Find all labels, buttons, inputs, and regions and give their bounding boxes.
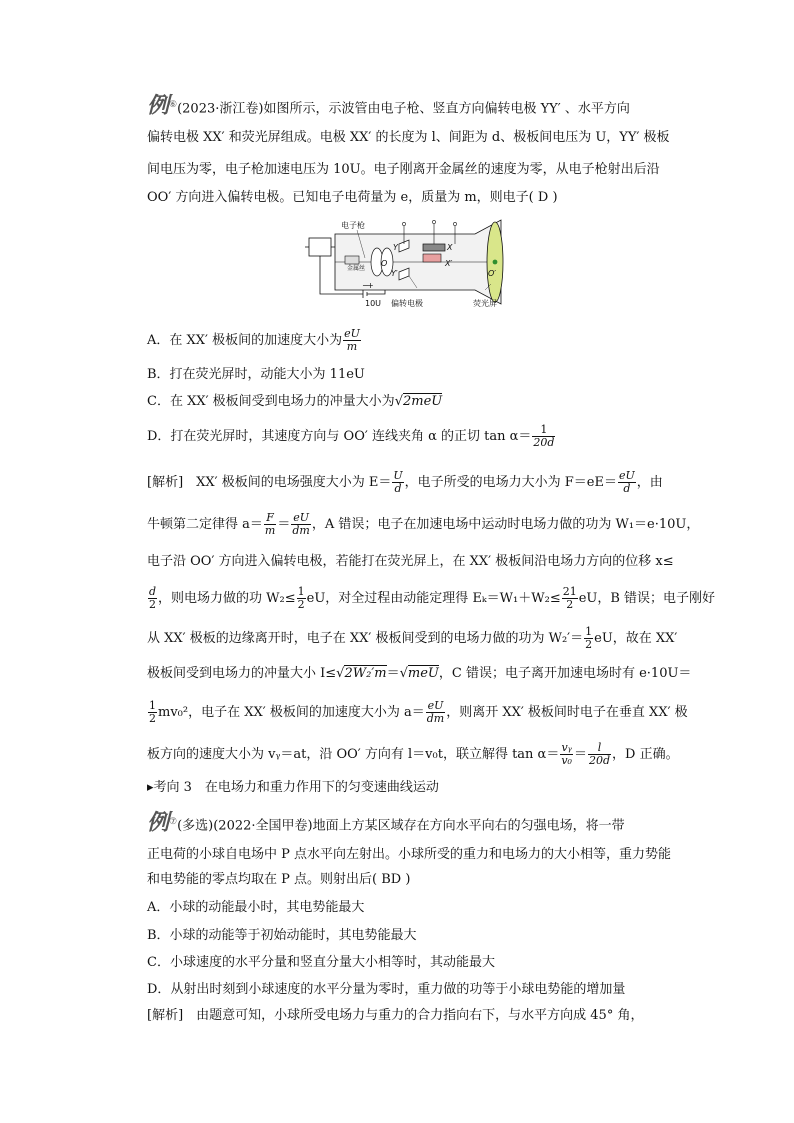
example-7-line-3: 和电势能的零点均取在 P 点。则射出后( BD ): [147, 872, 411, 887]
topic-heading: ▸考向 3 在电场力和重力作用下的匀变速曲线运动: [147, 780, 439, 795]
solution-6-line-5: 从 XX′ 极板的边缘离开时，电子在 XX′ 极板间受到的电场力做的功为 W₂′＝ $\frac{1}{2}$ eU，故在 XX′: [147, 625, 678, 651]
label-minus: −: [362, 281, 369, 290]
solution-6-line-2: 牛顿第二定律得 a＝ $\frac{F}{m}$ ＝ $\frac{eU}{dm}$ ，A 错误；电子在加速电场中运动时电场力做的功为 W₁＝e·10U，: [147, 511, 700, 537]
label-x-prime: X′: [445, 259, 453, 268]
label-voltage: 10U: [365, 299, 382, 308]
fraction: $\frac{1}{20d}$: [533, 423, 555, 449]
option-b: B．打在荧光屏时，动能大小为 11eU: [147, 367, 365, 382]
solution-6-line-8: 板方向的速度大小为 vᵧ＝at，沿 OO′ 方向有 l＝v₀t，联立解得 tan α＝ $\frac{\text{vᵧ}}{\text{v₀}}$ ＝ $\frac{l}{20d}$ ，D 正确。: [147, 741, 679, 767]
example-6-line-3: 间电压为零，电子枪加速电压为 10U。电子刚离开金属丝的速度为零，从电子枪射出后沿: [147, 162, 660, 177]
example-mark: 例: [147, 810, 170, 836]
label-plates: 偏转电极: [391, 299, 423, 308]
option-d: D．打在荧光屏时，其速度方向与 OO′ 连线夹角 α 的正切 tan α＝ $\frac{1}{20d}$: [147, 423, 555, 449]
example-6-line-2: 偏转电极 XX′ 和荧光屏组成。电极 XX′ 的长度为 l、间距为 d、极板间电压为 U，YY′ 极板: [147, 130, 670, 145]
label-o-prime: O′: [488, 269, 497, 278]
solution-6-line-3: 电子沿 OO′ 方向进入偏转电极，若能打在荧光屏上，在 XX′ 极板间沿电场力方向的位移 x≤: [147, 554, 674, 569]
label-o: O: [381, 259, 388, 268]
option-a: A．在 XX′ 极板间的加速度大小为 $\frac{eU}{m}$: [147, 327, 360, 353]
solution-6-line-6: 极板间受到电场力的冲量大小 I≤√2W₂′m＝√meU，C 错误；电子离开加速电场时有 e·10U＝: [147, 666, 692, 681]
solution-6-line-7: $\frac{1}{2}$ mv₀²，电子在 XX′ 极板间的加速度大小为 a＝ $\frac{eU}{dm}$ ，则离开 XX′ 极板间时电子在垂直 XX′ 极: [149, 699, 688, 725]
label-plus: +: [367, 281, 374, 290]
example-7-line-1: 例⑦(多选)(2022·全国甲卷)地面上方某区域存在方向水平向右的匀强电场，将一带: [147, 810, 625, 836]
solution-6-line-4: $\frac{d}{2}$ ，则电场力做的功 W₂≤ $\frac{1}{2}$ eU，对全过程由动能定理得 Eₖ＝W₁＋W₂≤ $\frac{21}{2}$ eU，B 错误；电子刚好: [149, 585, 716, 611]
option-c: C．在 XX′ 极板间受到电场力的冲量大小为√2meU: [147, 394, 443, 409]
option-c: C．小球速度的水平分量和竖直分量大小相等时，其动能最大: [147, 955, 495, 970]
label-wire: 金属丝: [347, 265, 366, 272]
example-number: ⑦: [169, 817, 178, 827]
option-a: A．小球的动能最小时，其电势能最大: [147, 900, 365, 915]
example-mark: 例: [147, 93, 170, 119]
screen-spot: [493, 260, 498, 265]
option-b: B．小球的动能等于初始动能时，其电势能最大: [147, 928, 417, 943]
example-6-line-4: OO′ 方向进入偏转电极。已知电子电荷量为 e，质量为 m，则电子( D ): [147, 190, 558, 205]
label-screen: 荧光屏: [473, 299, 497, 308]
example-7-line-2: 正电荷的小球自电场中 P 点水平向左射出。小球所受的重力和电场力的大小相等，重力势能: [147, 847, 672, 862]
solution-7-line-1: [解析] 由题意可知，小球所受电场力与重力的合力指向右下，与水平方向成 45° 角，: [147, 1008, 644, 1023]
label-y-prime: Y′: [391, 269, 398, 278]
oscilloscope-diagram: [305, 214, 513, 310]
option-d: D．从射出时刻到小球速度的水平分量为零时，重力做的功等于小球电势能的增加量: [147, 982, 626, 997]
label-x: X: [447, 243, 453, 252]
label-y: Y: [393, 243, 398, 252]
label-gun: 电子枪: [341, 221, 365, 230]
example-number: ⑥: [169, 100, 178, 110]
solution-6-line-1: [解析] XX′ 极板间的电场强度大小为 E＝ $\frac{U}{d}$ ，电子所受的电场力大小为 F＝eE＝ $\frac{eU}{d}$ ，由: [147, 469, 663, 495]
example-6-line-1: 例⑥(2023·浙江卷)如图所示，示波管由电子枪、竖直方向偏转电极 YY′ 、水平方向: [147, 93, 630, 119]
fraction: $\frac{eU}{m}$: [344, 327, 360, 353]
